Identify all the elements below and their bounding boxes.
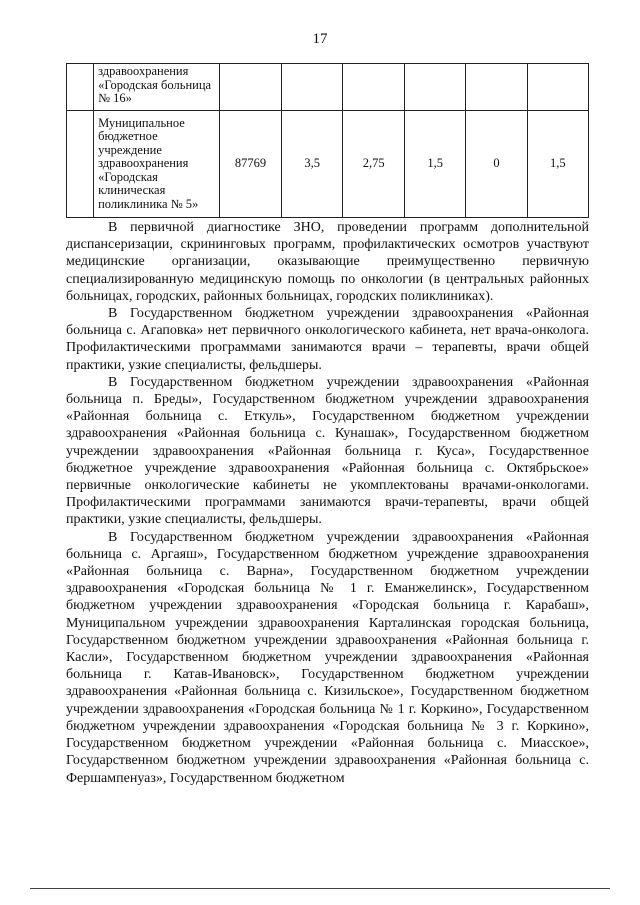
table-cell-value <box>527 64 588 111</box>
table-cell-value: 0 <box>466 111 527 218</box>
table-row <box>67 111 589 218</box>
statistics-table <box>66 63 589 218</box>
paragraph: В Государственном бюджетном учреждении здравоохранения «Районная больница п. Бреды», Государственном бюджетном учреждении здравоохранения «Районная больница с. Еткуль», Государственном бюджетном учреждении здравоохранения «Районная больница с. Кунашак», Государственном бюджетном учреждении здравоохранения «Районная больница г. Куса», Государственное бюджетное учреждение здравоохранения «Районная больница с. Октябрьское» первичные онкологические кабинеты не укомплектованы врачами-онкологами. Профилактическими программами занимаются врачи-терапевты, врачи общей практики, узкие специалисты, фельдшеры. <box>66 374 589 528</box>
table-cell-value <box>343 64 405 111</box>
table-cell-index <box>67 64 94 111</box>
table-cell-value: 87769 <box>220 111 282 218</box>
paragraph: В первичной диагностике ЗНО, проведении программ дополнительной диспансеризации, скрининговых программ, профилактических осмотров участвуют медицинские организации, оказывающие преимущественно первичную специализированную медицинскую помощь по онкологии (в центральных районных больницах, городских, районных больницах, городских поликлиниках). <box>66 220 589 304</box>
table-cell-value <box>282 64 343 111</box>
table-cell-organization: Муниципальное бюджетное учреждение здравоохранения «Городская клиническая поликлиника № 5» <box>94 111 220 218</box>
table-cell-value <box>405 64 466 111</box>
table-cell-value: 1,5 <box>405 111 466 218</box>
paragraph: В Государственном бюджетном учреждении здравоохранения «Районная больница с. Агаповка» нет первичного онкологического кабинета, нет врача-онколога. Профилактическими программами занимаются врачи – терапевты, врачи общей практики, узкие специалисты, фельдшеры. <box>66 306 589 373</box>
document-body <box>66 219 589 787</box>
table-cell-value <box>220 64 282 111</box>
table-cell-index <box>67 111 94 218</box>
table-cell-value: 2,75 <box>343 111 405 218</box>
footer-divider <box>30 888 610 889</box>
table-cell-organization: здравоохранения «Городская больница № 16» <box>94 64 220 111</box>
paragraph: В Государственном бюджетном учреждении здравоохранения «Районная больница с. Аргаяш», Государственном бюджетном учреждение здравоохранения «Районная больница с. Варна», Государственном бюджетном учреждении здравоохранения «Городская больница № 1 г. Еманжелинск», Государственном бюджетном учреждении здравоохранения «Городская больница г. Карабаш», Муниципальном учреждении здравоохранения Карталинская городская больница, Государственном бюджетном учреждении здравоохранения «Районная больница г. Касли», Государственном бюджетном учреждении здравоохранения «Районная больница г. Катав-Ивановск», Государственном бюджетном учреждении здравоохранения «Районная больница с. Кизильское», Государственном бюджетном учреждении здравоохранения «Городская больница № 1 г. Коркино», Государственном бюджетном учреждении здравоохранения «Городская больница № 3 г. Коркино», Государственном бюджетном учреждении «Районная больница с. Миасское», Государственном бюджетном учреждении здравоохранения «Районная больница с. Фершампенуаз», Государственном бюджетном <box>66 529 589 786</box>
table-cell-value: 3,5 <box>282 111 343 218</box>
page-number: 17 <box>312 31 328 47</box>
table-cell-value: 1,5 <box>527 111 588 218</box>
table-cell-value <box>466 64 527 111</box>
table-row <box>67 64 589 111</box>
